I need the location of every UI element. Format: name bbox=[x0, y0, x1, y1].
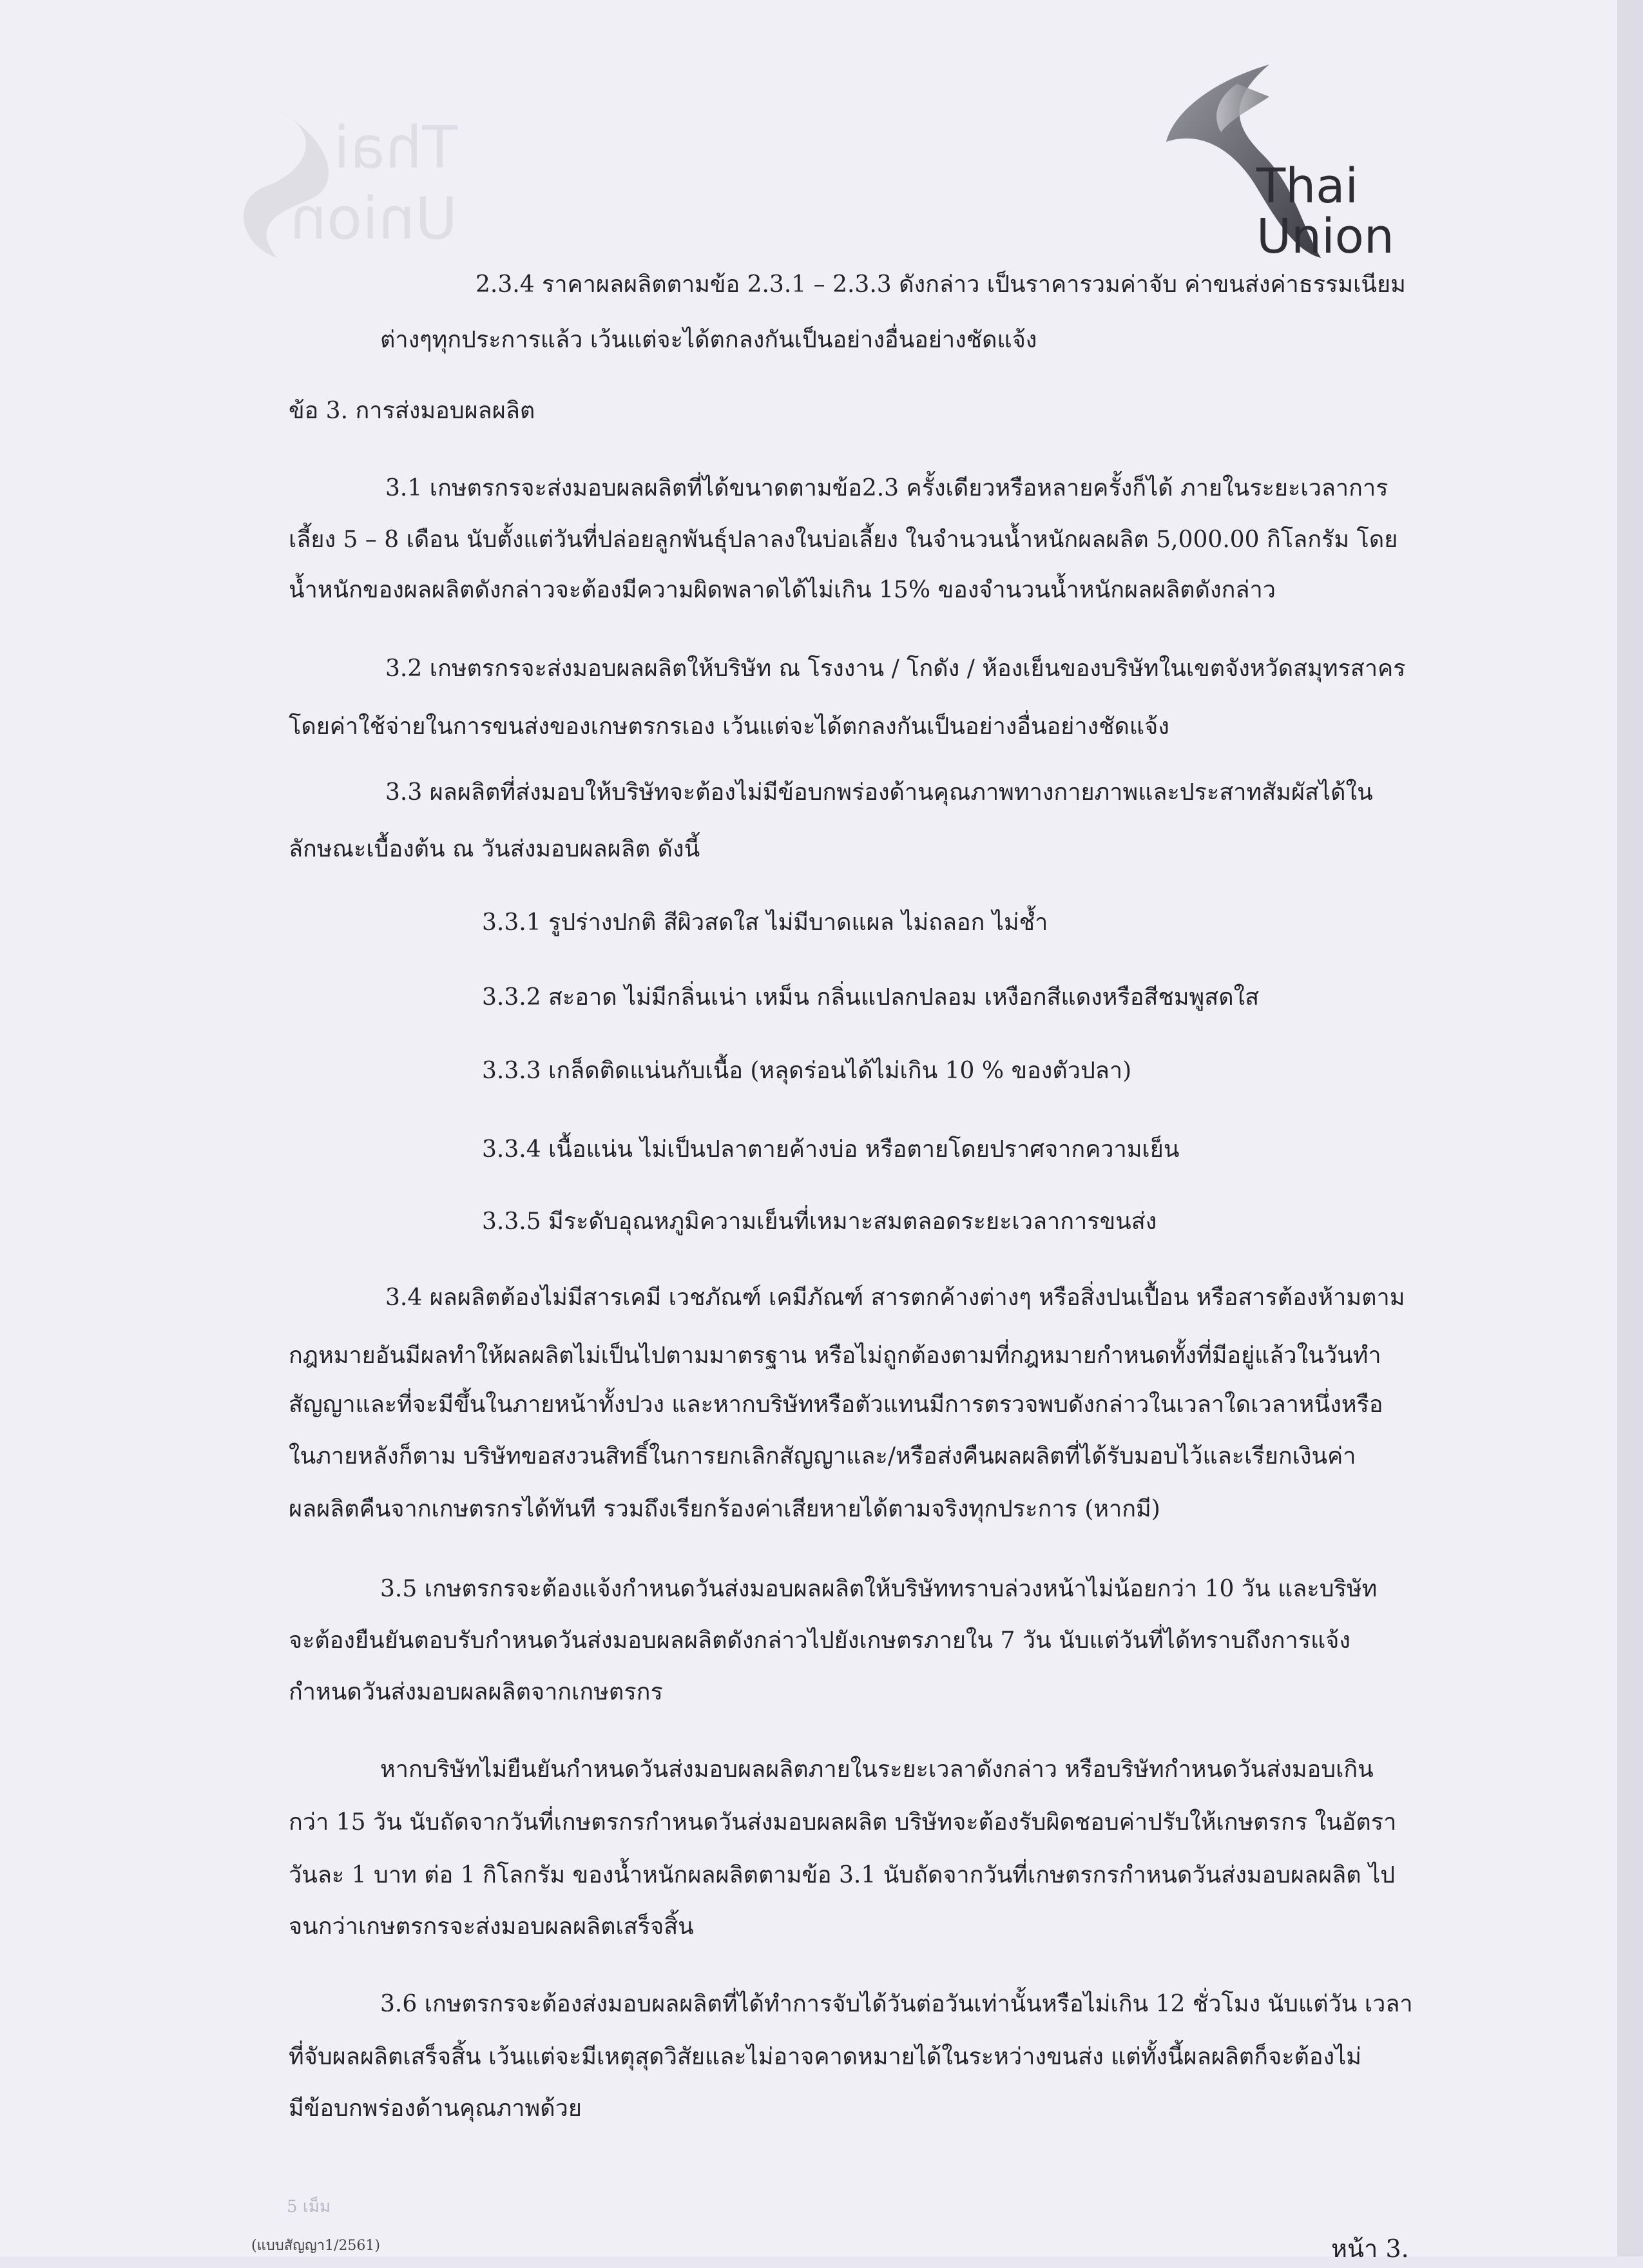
logo-line-union: Union bbox=[1256, 209, 1394, 264]
page-edge bbox=[1617, 0, 1643, 2256]
clause-3-5-line-1: 3.5 เกษตรกรจะต้องแจ้งกำหนดวันส่งมอบผลผลิตให้บริษัททราบล่วงหน้าไม่น้อยกว่า 10 วัน และบริษัท bbox=[380, 1576, 1378, 1602]
clause-3-1-line-2: เลี้ยง 5 – 8 เดือน นับตั้งแต่วันที่ปล่อยลูกพันธุ์ปลาลงในบ่อเลี้ยง ในจำนวนน้ำหนักผลผลิต 5,000.00 กิโลกรัม โดย bbox=[289, 527, 1398, 553]
penalty-line-2: กว่า 15 วัน นับถัดจากวันที่เกษตรกรกำหนดวันส่งมอบผลผลิต บริษัทจะต้องรับผิดชอบค่าปรับให้เกษตรกร ในอัตรา bbox=[289, 1809, 1397, 1836]
section-3-heading: ข้อ 3. การส่งมอบผลผลิต bbox=[289, 398, 535, 424]
clause-3-6-line-2: ที่จับผลผลิตเสร็จสิ้น เว้นแต่จะมีเหตุสุดวิสัยและไม่อาจคาดหมายได้ในระหว่างขนส่ง แต่ทั้งนี้ผลผลิตก็จะต้องไม่ bbox=[289, 2044, 1361, 2070]
clause-3-5-line-2: จะต้องยืนยันตอบรับกำหนดวันส่งมอบผลผลิตดังกล่าวไปยังเกษตรภายใน 7 วัน นับแต่วันที่ได้ทราบถึงการแจ้ง bbox=[289, 1627, 1350, 1654]
clause-3-4-line-2: กฎหมายอันมีผลทำให้ผลผลิตไม่เป็นไปตามมาตรฐาน หรือไม่ถูกต้องตามที่กฎหมายกำหนดทั้งที่มีอยู่แล้วในวันทำ bbox=[289, 1342, 1381, 1369]
penalty-line-1: หากบริษัทไม่ยืนยันกำหนดวันส่งมอบผลผลิตภายในระยะเวลาดังกล่าว หรือบริษัทกำหนดวันส่งมอบเกิน bbox=[380, 1756, 1374, 1783]
clause-3-3-line-2: ลักษณะเบื้องต้น ณ วันส่งมอบผลผลิต ดังนี้ bbox=[289, 836, 700, 862]
logo-wordmark bbox=[1256, 161, 1394, 262]
clause-3-4-line-3: สัญญาและที่จะมีขึ้นในภายหน้าทั้งปวง และหากบริษัทหรือตัวแทนมีการตรวจพบดังกล่าวในเวลาใดเวลาหนึ่งหรือ bbox=[289, 1391, 1383, 1418]
clause-3-5-line-3: กำหนดวันส่งมอบผลผลิตจากเกษตรกร bbox=[289, 1679, 663, 1705]
clause-3-6-line-1: 3.6 เกษตรกรจะต้องส่งมอบผลผลิตที่ได้ทำการจับได้วันต่อวันเท่านั้นหรือไม่เกิน 12 ชั่วโมง นับแต่วัน เวลา bbox=[380, 1991, 1413, 2017]
clause-3-3-3: 3.3.3 เกล็ดติดแน่นกับเนื้อ (หลุดร่อนได้ไม่เกิน 10 % ของตัวปลา) bbox=[482, 1058, 1132, 1084]
clause-3-2-line-1: 3.2 เกษตรกรจะส่งมอบผลผลิตให้บริษัท ณ โรงงาน / โกดัง / ห้องเย็นของบริษัทในเขตจังหวัดสมุทรสาคร bbox=[385, 655, 1406, 682]
clause-3-6-line-3: มีข้อบกพร่องด้านคุณภาพด้วย bbox=[289, 2095, 582, 2122]
clause-3-3-line-1: 3.3 ผลผลิตที่ส่งมอบให้บริษัทจะต้องไม่มีข้อบกพร่องด้านคุณภาพทางกายภาพและประสาทสัมผัสได้ใน bbox=[385, 779, 1373, 806]
clause-3-3-4: 3.3.4 เนื้อแน่น ไม่เป็นปลาตายค้างบ่อ หรือตายโดยปราศจากความเย็น bbox=[482, 1136, 1180, 1163]
clause-3-1-line-3: น้ำหนักของผลผลิตดังกล่าวจะต้องมีความผิดพลาดได้ไม่เกิน 15% ของจำนวนน้ำหนักผลผลิตดังกล่าว bbox=[289, 577, 1276, 603]
clause-3-2-line-2: โดยค่าใช้จ่ายในการขนส่งของเกษตรกรเอง เว้นแต่จะได้ตกลงกันเป็นอย่างอื่นอย่างชัดแจ้ง bbox=[289, 713, 1169, 740]
form-code: (แบบสัญญา1/2561) bbox=[251, 2238, 380, 2254]
clause-3-4-line-4: ในภายหลังก็ตาม บริษัทขอสงวนสิทธิ์ในการยกเลิกสัญญาและ/หรือส่งคืนผลผลิตที่ได้รับมอบไว้และเรียกเงินค่า bbox=[289, 1443, 1356, 1469]
clause-2-3-4-line-1: 2.3.4 ราคาผลผลิตตามข้อ 2.3.1 – 2.3.3 ดังกล่าว เป็นราคารวมค่าจับ ค่าขนส่งค่าธรรมเนียม bbox=[476, 271, 1406, 298]
clause-3-3-1: 3.3.1 รูปร่างปกติ สีผิวสดใส ไม่มีบาดแผล ไม่ถลอก ไม่ช้ำ bbox=[482, 909, 1048, 936]
logo-line-thai: Thai bbox=[1256, 159, 1359, 214]
page-number: หน้า 3. bbox=[1331, 2234, 1409, 2263]
clause-3-3-5: 3.3.5 มีระดับอุณหภูมิความเย็นที่เหมาะสมตลอดระยะเวลาการขนส่ง bbox=[482, 1208, 1157, 1235]
penalty-line-3: วันละ 1 บาท ต่อ 1 กิโลกรัม ของน้ำหนักผลผลิตตามข้อ 3.1 นับถัดจากวันที่เกษตรกรกำหนดวันส่งมอบผลผลิต ไป bbox=[289, 1862, 1396, 1888]
clause-3-4-line-5: ผลผลิตคืนจากเกษตรกรได้ทันที รวมถึงเรียกร้องค่าเสียหายได้ตามจริงทุกประการ (หากมี) bbox=[289, 1496, 1160, 1522]
logo-ghost-icon bbox=[187, 97, 470, 264]
clause-3-3-2: 3.3.2 สะอาด ไม่มีกลิ่นเน่า เหม็น กลิ่นแปลกปลอม เหงือกสีแดงหรือสีชมพูสดใส bbox=[482, 984, 1260, 1011]
svg-text:Thai: Thai bbox=[333, 114, 457, 182]
svg-text:Union: Union bbox=[289, 185, 457, 253]
clause-2-3-4-line-2: ต่างๆทุกประการแล้ว เว้นแต่จะได้ตกลงกันเป็นอย่างอื่นอย่างชัดแจ้ง bbox=[380, 327, 1037, 353]
clause-3-4-line-1: 3.4 ผลผลิตต้องไม่มีสารเคมี เวชภัณฑ์ เคมีภัณฑ์ สารตกค้างต่างๆ หรือสิ่งปนเปื้อน หรือสารต้องห้ามตาม bbox=[385, 1284, 1405, 1311]
penalty-line-4: จนกว่าเกษตรกรจะส่งมอบผลผลิตเสร็จสิ้น bbox=[289, 1914, 694, 1940]
clause-3-1-line-1: 3.1 เกษตรกรจะส่งมอบผลผลิตที่ได้ขนาดตามข้อ2.3 ครั้งเดียวหรือหลายครั้งก็ได้ ภายในระยะเวลาการ bbox=[385, 475, 1388, 501]
faint-margin-mark: 5 เม็ม bbox=[287, 2197, 331, 2216]
